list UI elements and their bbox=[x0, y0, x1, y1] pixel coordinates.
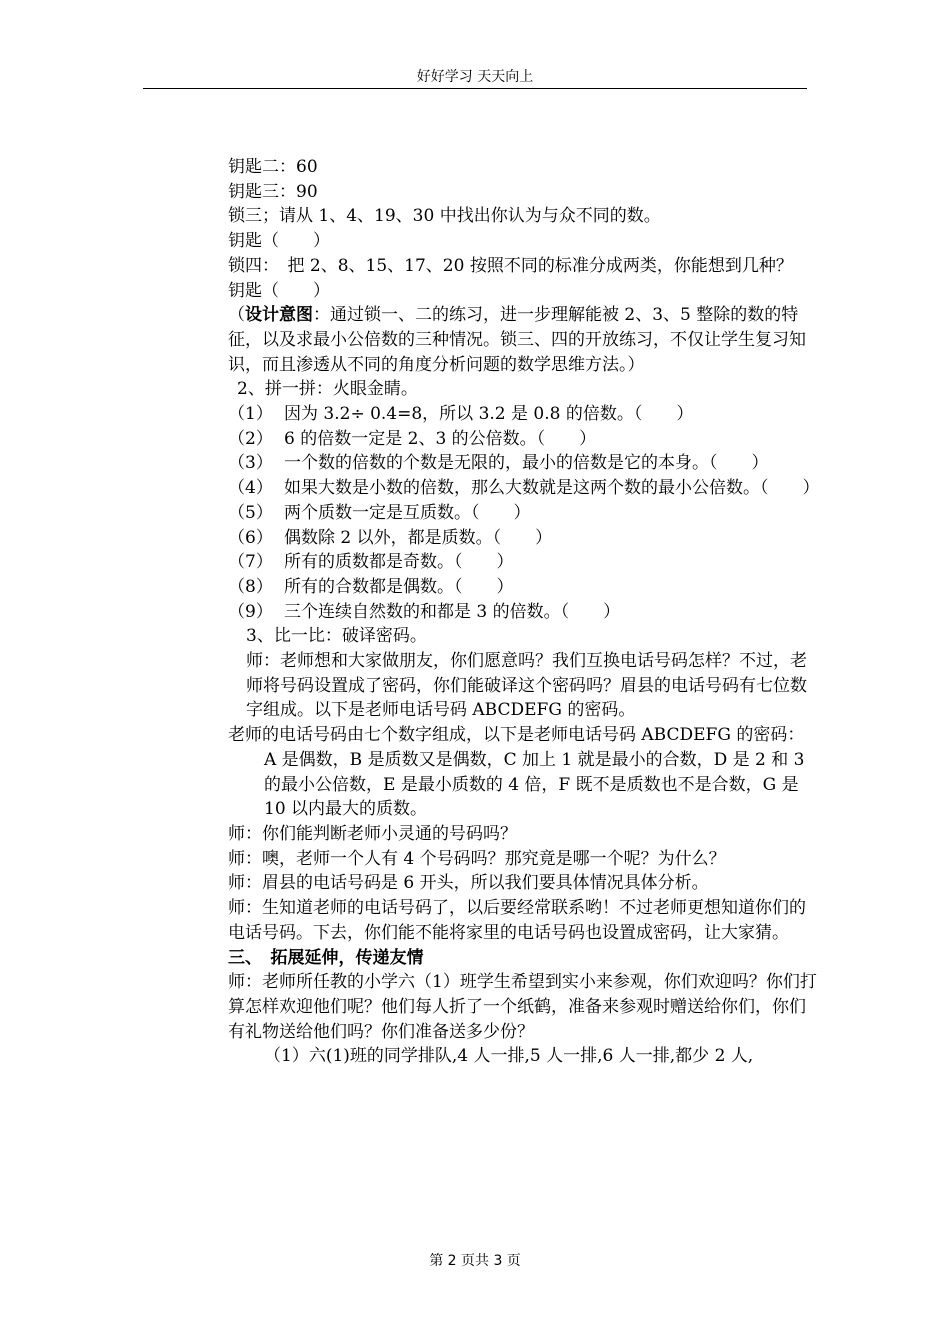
list-item bbox=[228, 402, 818, 427]
lock-four-line: 锁四： 把 2、8、15、17、20 按照不同的标准分成两类，你能想到几种？ bbox=[228, 255, 793, 276]
document-body bbox=[228, 155, 818, 1069]
design-intent-paragraph bbox=[228, 303, 818, 377]
list-item bbox=[228, 476, 818, 501]
page-header: 好好学习 天天向上 bbox=[416, 69, 534, 85]
design-intent-label: 设计意图 bbox=[245, 305, 313, 326]
item-text: 如果大数是小数的倍数，那么大数就是这两个数的最小公倍数。（ ） bbox=[284, 478, 820, 499]
teacher-paragraph-4: 师：老师所任教的小学六（1）班学生希望到实小来参观，你们欢迎吗？你们打算怎样欢迎他们呢？他们每人折了一个纸鹤，准备来参观时赠送给你们，你们有礼物送给他们吗？你们准备送多少份？ bbox=[228, 972, 817, 1042]
item-number: （3） bbox=[228, 453, 273, 474]
item-text: 因为 3.2÷ 0.4=8，所以 3.2 是 0.8 的倍数。（ ） bbox=[284, 404, 694, 425]
item-text: 所有的合数都是偶数。（ ） bbox=[284, 576, 514, 597]
teacher-paragraph-2: 老师的电话号码由七个数字组成，以下是老师电话号码 ABCDEFG 的密码： bbox=[228, 725, 805, 746]
intent-open-paren: （ bbox=[228, 305, 245, 326]
list-item bbox=[228, 600, 818, 625]
item-number: （5） bbox=[228, 502, 273, 523]
section-2-heading: 2、拼一拼：火眼金睛。 bbox=[237, 379, 418, 400]
list-item bbox=[228, 526, 818, 551]
item-text: 三个连续自然数的和都是 3 的倍数。（ ） bbox=[284, 601, 621, 622]
teacher-line-2: 师：噢，老师一个人有 4 个号码吗？那究竟是哪一个呢？为什么？ bbox=[228, 848, 726, 869]
list-item bbox=[228, 550, 818, 575]
item-number: （6） bbox=[228, 527, 273, 548]
teacher-line-1: 师：你们能判断老师小灵通的号码吗？ bbox=[228, 823, 517, 844]
item-text: 6 的倍数一定是 2、3 的公倍数。（ ） bbox=[284, 428, 597, 449]
list-item bbox=[228, 427, 818, 452]
item-number: （2） bbox=[228, 428, 273, 449]
key-blank-line-2: 钥匙（ ） bbox=[228, 280, 330, 301]
key-blank-line: 钥匙（ ） bbox=[228, 231, 330, 252]
item-number: （4） bbox=[228, 478, 273, 499]
item-number: （9） bbox=[228, 601, 273, 622]
list-item bbox=[228, 575, 818, 600]
password-clues-paragraph: A 是偶数，B 是质数又是偶数，C 加上 1 就是最小的合数，D 是 2 和 3 的最小公倍数，E 是最小质数的 4 倍，F 既不是质数也不是合数，G 是 10 以内最大的质数。 bbox=[264, 749, 805, 820]
list-item bbox=[228, 451, 818, 476]
item-number: （8） bbox=[228, 576, 273, 597]
section-3-heading: 3、比一比：破译密码。 bbox=[246, 626, 427, 647]
design-intent-text: ：通过锁一、二的练习，进一步理解能被 2、3、5 整除的数的特征，以及求最小公倍数的三种情况。锁三、四的开放练习，不仅让学生复习知识，而且渗透从不同的角度分析问题的数学思维方法。） bbox=[228, 305, 806, 375]
section-three-heading: 三、 拓展延伸，传递友情 bbox=[228, 947, 424, 968]
list-item bbox=[228, 501, 818, 526]
teacher-line-3: 师：眉县的电话号码是 6 开头，所以我们要具体情况具体分析。 bbox=[228, 873, 709, 894]
header-divider bbox=[143, 88, 807, 89]
problem-one-line: （1）六(1)班的同学排队,4 人一排,5 人一排,6 人一排,都少 2 人, bbox=[264, 1046, 754, 1067]
teacher-paragraph-3: 师：生知道老师的电话号码了，以后要经常联系哟！不过老师更想知道你们的电话号码。下去，你们能不能将家里的电话号码也设置成密码，让大家猜。 bbox=[228, 898, 806, 943]
teacher-paragraph-1: 师：老师想和大家做朋友，你们愿意吗？我们互换电话号码怎样？不过，老师将号码设置成了密码，你们能破译这个密码吗？眉县的电话号码有七位数字组成。以下是老师电话号码 ABCDEFG 的密码。 bbox=[246, 651, 807, 721]
page-footer: 第 2 页共 3 页 bbox=[429, 1253, 521, 1269]
item-text: 两个质数一定是互质数。（ ） bbox=[284, 502, 531, 523]
item-number: （7） bbox=[228, 552, 273, 573]
lock-three-line: 锁三；请从 1、4、19、30 中找出你认为与众不同的数。 bbox=[228, 206, 661, 227]
item-text: 所有的质数都是奇数。（ ） bbox=[284, 552, 514, 573]
item-text: 偶数除 2 以外，都是质数。（ ） bbox=[284, 527, 553, 548]
key-two-line: 钥匙二：60 bbox=[228, 157, 318, 177]
item-text: 一个数的倍数的个数是无限的，最小的倍数是它的本身。（ ） bbox=[284, 453, 769, 474]
key-three-line: 钥匙三：90 bbox=[228, 181, 318, 202]
item-number: （1） bbox=[228, 404, 273, 425]
